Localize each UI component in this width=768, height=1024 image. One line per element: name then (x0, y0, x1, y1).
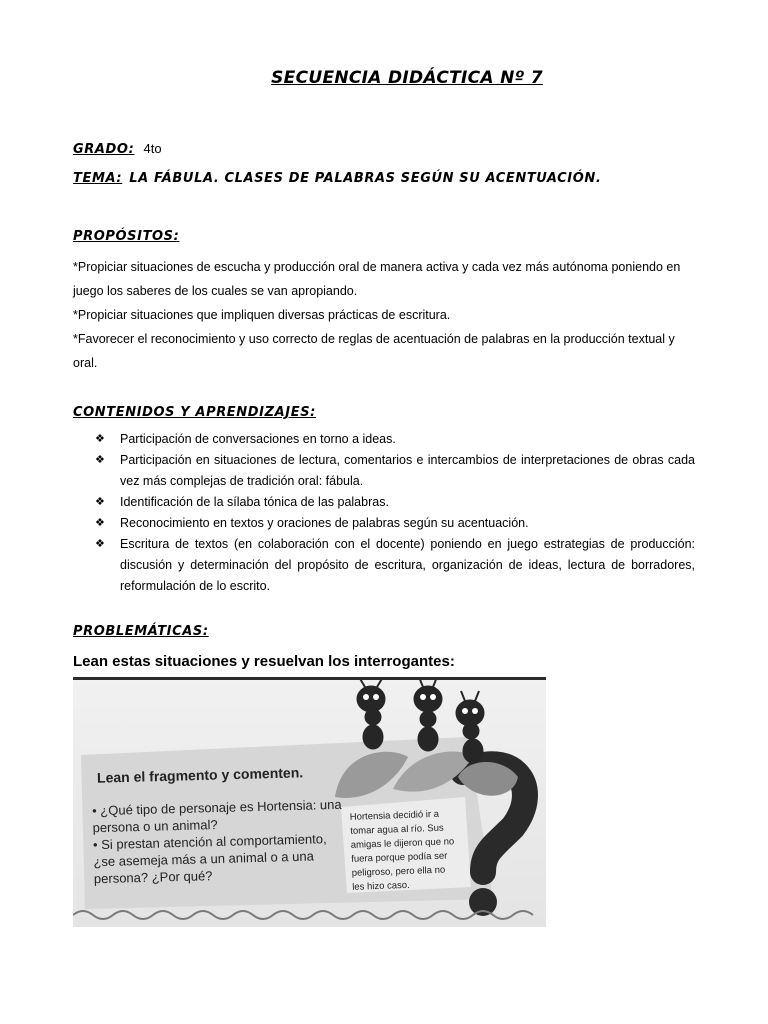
list-item: ❖ Identificación de la sílaba tónica de las palabras. (95, 492, 695, 513)
figure-fragment: Hortensia decidió ir a tomar agua al río. Sus amigas le dijeron que no fuera porque podía ser peligroso, pero ella no les hizo caso. (349, 808, 455, 893)
list-item: ❖ Participación en situaciones de lectura, comentarios e intercambios de interpretaciones de obras cada vez más complejas de tradición oral: fábula. (95, 450, 695, 492)
problematicas-lead: Lean estas situaciones y resuelvan los interrogantes: (73, 653, 455, 670)
diamond-bullet-icon: ❖ (95, 454, 105, 466)
contenidos-list (95, 429, 695, 597)
figure-top-border (73, 677, 546, 680)
tema-label: TEMA: (73, 171, 123, 186)
figure-questions (92, 796, 344, 888)
list-item: ❖ Participación de conversaciones en torno a ideas. (95, 429, 695, 450)
problematicas-heading: PROBLEMÁTICAS: (73, 624, 209, 639)
diamond-bullet-icon: ❖ (95, 433, 105, 445)
diamond-bullet-icon: ❖ (95, 517, 105, 529)
propositos-heading: PROPÓSITOS: (73, 229, 180, 244)
diamond-bullet-icon: ❖ (95, 496, 105, 508)
list-item: ❖ Reconocimiento en textos y oraciones de palabras según su acentuación. (95, 513, 695, 534)
proposito-item: *Favorecer el reconocimiento y uso correcto de reglas de acentuación de palabras en la producción textual y oral. (73, 332, 675, 370)
tema-row (73, 167, 601, 186)
grado-label: GRADO: (73, 142, 135, 157)
grado-value: 4to (143, 141, 162, 156)
page-title: SECUENCIA DIDÁCTICA Nº 7 (271, 68, 543, 88)
propositos-list (73, 255, 695, 375)
diamond-bullet-icon: ❖ (95, 538, 105, 550)
proposito-item: *Propiciar situaciones que impliquen diversas prácticas de escritura. (73, 308, 451, 322)
figure-question: • ¿Qué tipo de personaje es Hortensia: una persona o un animal? (91, 796, 342, 836)
contenidos-heading: CONTENIDOS Y APRENDIZAJES: (73, 405, 316, 420)
list-item: ❖ Escritura de textos (en colaboración con el docente) poniendo en juego estrategias de producción: discusión y determinación del propósito de escritura, organización de ideas, lectura de borradores, reformulación de lo escrito. (95, 534, 695, 597)
figure-heading: Lean el fragmento y comenten. (96, 764, 304, 786)
grado-row (73, 138, 162, 157)
tema-value: LA FÁBULA. CLASES DE PALABRAS SEGÚN SU ACENTUACIÓN. (129, 171, 602, 186)
figure-question: • Si prestan atención al comportamiento, ¿se asemeja más a un animal o a una persona? ¿Por qué? (92, 831, 327, 887)
textbook-figure (73, 677, 546, 927)
proposito-item: *Propiciar situaciones de escucha y producción oral de manera activa y cada vez más autónoma poniendo en juego los saberes de los cuales se van apropiando. (73, 260, 681, 298)
